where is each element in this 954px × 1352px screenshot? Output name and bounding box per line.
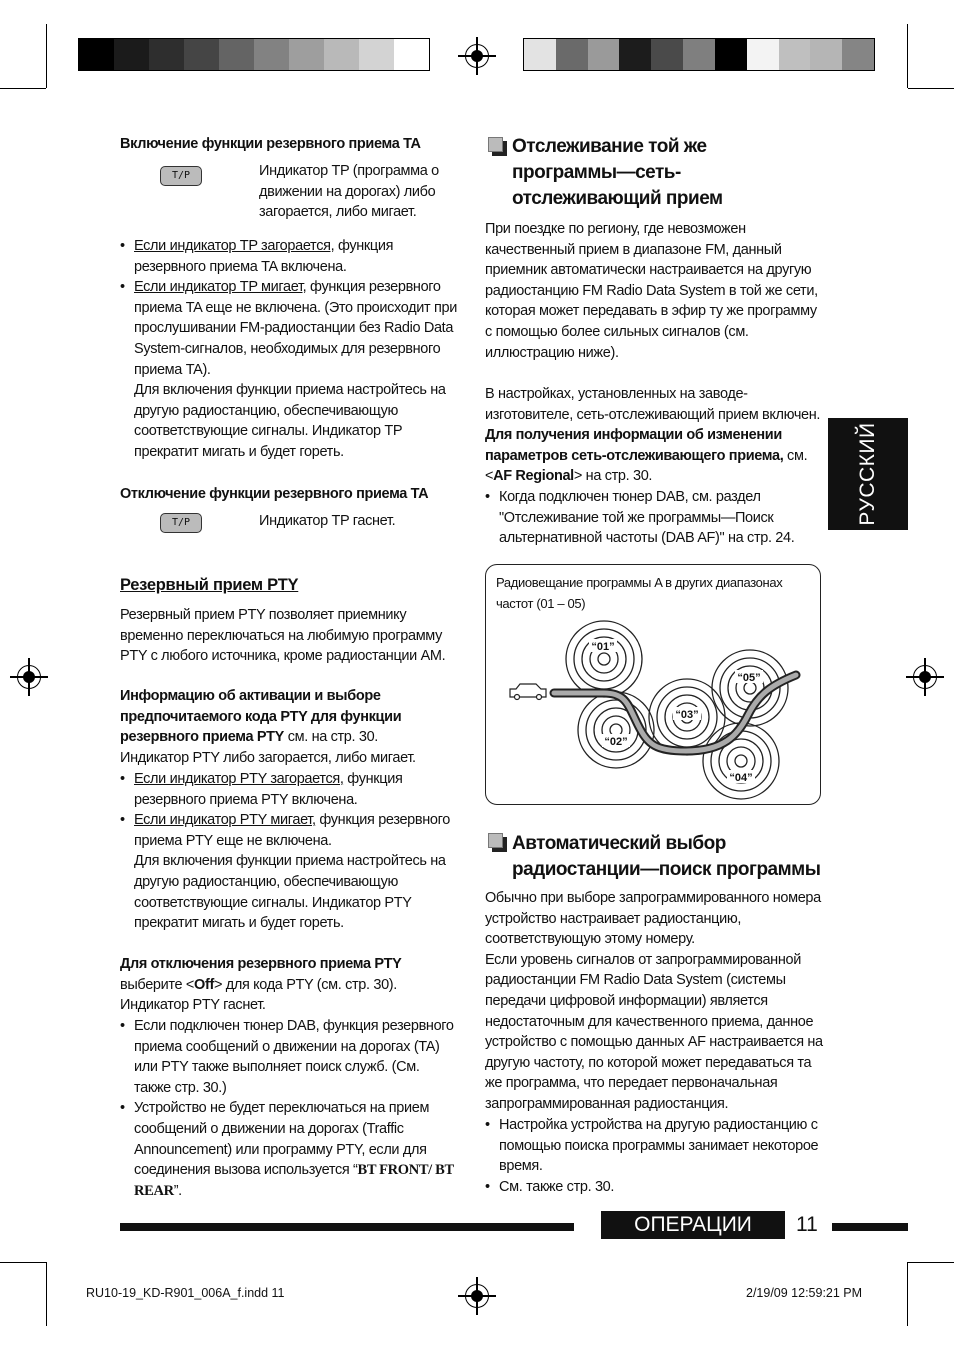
swatch (779, 39, 811, 70)
registration-mark (465, 44, 489, 68)
swatch (619, 39, 651, 70)
pss-text: Обычно при выборе запрограммированного номера устройство настраивает радиостанцию, соответствующую этому номеру. Если уровень сигналов от запрограммированной радиостанции FM Radio Data System (системы передачи цифровой информации) является недостаточным для качественного приема, данное устройство с помощью данных AF настраивается на другую частоту, по которой может передаваться та же программа, что передает первоначальная запрограммированная радиостанция. (485, 890, 823, 1112)
tp-button: T/P (160, 166, 202, 186)
list-item: • Если индикатор PTY мигает, функция резервного приема PTY еще не включена. Для включения функции приема настройтесь на другую радиостанцию, обеспечивающую соответствующие сигналы. Индикатор PTY прекратит мигать и будет гореть. (120, 810, 460, 934)
ta-on-heading: Включение функции резервного приема TA (120, 136, 421, 152)
swatch (524, 39, 556, 70)
tp-button: T/P (160, 513, 202, 533)
coverage-01-rings (566, 621, 642, 697)
list-item: • Когда подключен тюнер DAB, см. раздел "Отслеживание той же программы—Поиск альтернативной частоты (DAB AF)" на стр. 24. (485, 487, 805, 549)
swatch (394, 39, 429, 70)
section-marker-icon (492, 837, 507, 852)
figure-caption: Радиовещание программы A в других диапазонах частот (01 – 05) (496, 575, 783, 611)
list-item: • Настройка устройства на другую радиостанцию с помощью поиска программы занимает некоторое время. (485, 1115, 825, 1177)
network-p1: При поездке по региону, где невозможен качественный прием в диапазоне FM, данный приемник автоматически настраивается на другую радиостанцию FM Radio Data System в той же сети, которая может передавать в эфир ту же программу с помощью более сильных сигналов (см. иллюстрацию ниже). (485, 221, 818, 361)
registration-mark (913, 665, 937, 689)
crop-mark (0, 1262, 46, 1263)
swatch (184, 39, 219, 70)
list-item: • Если индикатор TP загорается, функция резервного приема TA включена. (120, 236, 460, 277)
list-item: • Если подключен тюнер DAB, функция резервного приема сообщений о движении на дорогах (TA) или PTY также выполняет поиск служб. (См. также стр. 30.) (120, 1016, 460, 1098)
swatch (747, 39, 779, 70)
ta-on-bullets (120, 236, 460, 463)
network-heading: Отслеживание той же программы—сеть-отслеживающий прием (512, 136, 723, 209)
page-number: 11 (796, 1213, 818, 1236)
print-slug-left: RU10-19_KD-R901_006A_f.indd 11 (86, 1286, 285, 1300)
color-bar-right (523, 38, 875, 71)
crop-mark (0, 88, 46, 89)
registration-mark (465, 1284, 489, 1308)
print-slug-right: 2/19/09 12:59:21 PM (746, 1286, 863, 1300)
crop-mark (908, 88, 954, 89)
swatch (359, 39, 394, 70)
swatch (114, 39, 149, 70)
footer-rule (120, 1223, 574, 1231)
color-bar-left (78, 38, 430, 71)
ta-off-heading: Отключение функции резервного приема TA (120, 486, 429, 502)
label-03: “03” (675, 709, 699, 721)
language-tab-label: РУССКИЙ (856, 422, 879, 526)
tp-off-text: Индикатор TP гаснет. (259, 513, 396, 529)
coverage-diagram (486, 565, 820, 804)
crop-mark (908, 1262, 954, 1263)
label-04: “04” (729, 772, 753, 784)
car-icon (510, 684, 546, 700)
section-marker-icon (492, 141, 507, 156)
swatch (588, 39, 620, 70)
network-p2: В настройках, установленных на заводе-изготовителе, сеть-отслеживающий прием включен. (485, 386, 821, 423)
list-item: • Если индикатор TP мигает, функция резервного приема TA еще не включена. (Это происходит при прослушивании FM-радиостанции без Radio Data System-сигналов, необходимых для резервного приема TA). Для включения функции приема настройтесь на другую радиостанцию, обеспечивающую соответствующие сигналы. Индикатор TP прекратит мигать и будет гореть. (120, 277, 460, 462)
crop-mark (46, 1262, 47, 1326)
network-bullets (485, 487, 805, 549)
pty-info: Информацию об активации и выборе предпочитаемого кода PTY для функции резервного приема PTY см. на стр. 30. Индикатор PTY либо загорается, либо мигает. (120, 688, 416, 766)
pty-bullets (120, 769, 460, 934)
tp-indicator-text: Индикатор TP (программа о движении на дорогах) либо загорается, либо мигает. (259, 163, 439, 221)
network-figure (485, 564, 821, 805)
footer-rule-right (832, 1223, 908, 1231)
swatch (289, 39, 324, 70)
pty-off-block: Для отключения резервного приема PTY выберите <Off> для кода PTY (см. стр. 30). Индикатор PTY гаснет. (120, 956, 402, 1014)
swatch (254, 39, 289, 70)
label-05: “05” (737, 672, 761, 684)
swatch (556, 39, 588, 70)
coverage-04-rings (703, 723, 779, 799)
pss-bullets (485, 1115, 825, 1197)
network-p3: Для получения информации об изменении параметров сеть-отслеживающего приема, см. <AF Regional> на стр. 30. (485, 427, 808, 485)
pss-heading: Автоматический выбор радиостанции—поиск программы (512, 833, 821, 880)
list-item: • Устройство не будет переключаться на прием сообщений о движении на дорогах (Traffic Announcement) или программу PTY, если для соединения вызова используется “BT FRONT/ BT REAR”. (120, 1098, 460, 1201)
swatch (810, 39, 842, 70)
pty-heading: Резервный прием PTY (120, 576, 299, 594)
swatch (324, 39, 359, 70)
swatch (79, 39, 114, 70)
list-item: • Если индикатор PTY загорается, функция резервного приема PTY включена. (120, 769, 460, 810)
pty-intro: Резервный прием PTY позволяет приемнику временно переключаться на любимую программу PTY с любого источника, кроме радиостанции AM. (120, 607, 446, 665)
label-02: “02” (604, 736, 628, 748)
crop-mark (907, 1262, 908, 1326)
list-item: • См. также стр. 30. (485, 1177, 825, 1198)
crop-mark (907, 24, 908, 88)
swatch (219, 39, 254, 70)
language-tab (828, 418, 908, 530)
pty-notes (120, 1016, 460, 1201)
swatch (842, 39, 874, 70)
crop-mark (46, 24, 47, 88)
registration-mark (17, 665, 41, 689)
swatch (715, 39, 747, 70)
swatch (683, 39, 715, 70)
swatch (651, 39, 683, 70)
section-footer-label: ОПЕРАЦИИ (601, 1211, 785, 1239)
swatch (149, 39, 184, 70)
label-01: “01” (591, 641, 615, 653)
